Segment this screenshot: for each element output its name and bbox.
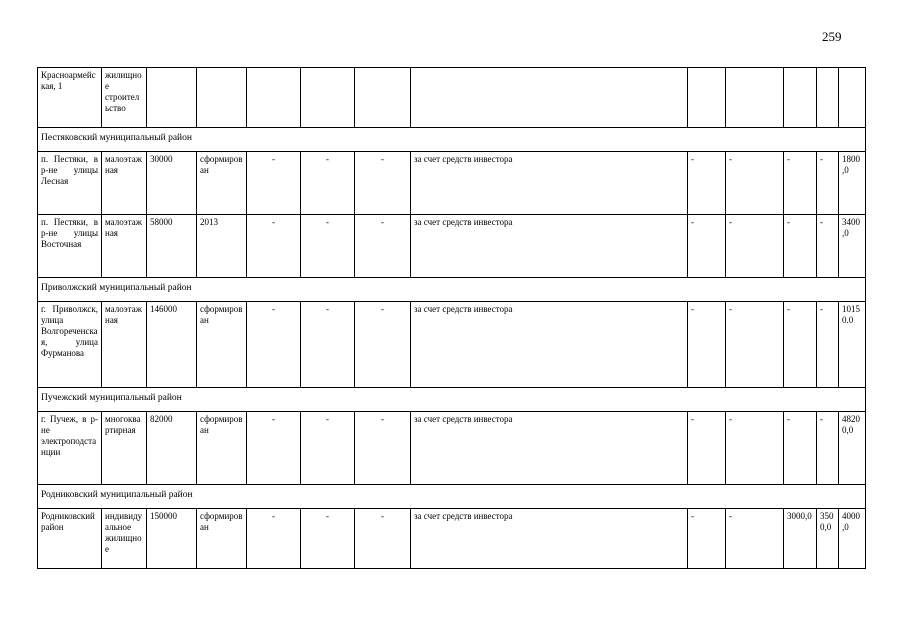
- status-cell: сформирован: [197, 509, 247, 569]
- area-cell: 146000: [147, 302, 197, 388]
- district-name: Родниковский муниципальный район: [38, 485, 866, 509]
- value-cell: -: [817, 215, 839, 278]
- location-cell: г. Приволжск, улица Волгореченская, улица Фурманова: [38, 302, 102, 388]
- value-cell: -: [817, 152, 839, 215]
- location-cell: п. Пестяки, в р-не улицы Лесная: [38, 152, 102, 215]
- type-cell: малоэтажная: [102, 152, 147, 215]
- value-cell: -: [784, 152, 817, 215]
- table-row: [38, 412, 866, 485]
- value-cell: -: [688, 302, 726, 388]
- value-cell: -: [301, 509, 355, 569]
- location-cell: п. Пестяки, в р-не улицы Восточная: [38, 215, 102, 278]
- funding-source-cell: за счет средств инвестора: [411, 509, 688, 569]
- value-cell: -: [247, 302, 301, 388]
- area-cell: 30000: [147, 152, 197, 215]
- district-name: Пестяковский муниципальный район: [38, 128, 866, 152]
- value-cell: -: [301, 152, 355, 215]
- district-name: Пучежский муниципальный район: [38, 388, 866, 412]
- value-cell: 3500,0: [817, 509, 839, 569]
- district-header-row: [38, 388, 866, 412]
- value-cell: -: [355, 215, 411, 278]
- value-cell: -: [817, 302, 839, 388]
- value-cell: -: [355, 302, 411, 388]
- value-cell: -: [301, 215, 355, 278]
- table-row: [38, 509, 866, 569]
- type-cell: многоквартирная: [102, 412, 147, 485]
- value-cell: -: [726, 412, 784, 485]
- status-cell: 2013: [197, 215, 247, 278]
- status-cell: сформирован: [197, 152, 247, 215]
- status-cell: сформирован: [197, 302, 247, 388]
- value-cell: -: [355, 509, 411, 569]
- value-cell: -: [247, 412, 301, 485]
- value-cell: -: [784, 215, 817, 278]
- value-cell: -: [784, 302, 817, 388]
- location-cell: г. Пучеж, в р-не электроподстанции: [38, 412, 102, 485]
- value-cell: 4000,0: [839, 509, 866, 569]
- housing-table: [37, 67, 866, 569]
- value-cell: -: [726, 215, 784, 278]
- value-cell: 3400,0: [839, 215, 866, 278]
- type-cell: малоэтажная: [102, 302, 147, 388]
- funding-source-cell: за счет средств инвестора: [411, 215, 688, 278]
- district-header-row: [38, 128, 866, 152]
- type-cell: индивидуальное жилищное: [102, 509, 147, 569]
- area-cell: 82000: [147, 412, 197, 485]
- value-cell: -: [817, 412, 839, 485]
- value-cell: -: [247, 215, 301, 278]
- area-cell: 150000: [147, 509, 197, 569]
- value-cell: -: [247, 509, 301, 569]
- value-cell: -: [301, 412, 355, 485]
- table-row: [38, 302, 866, 388]
- area-cell: 58000: [147, 215, 197, 278]
- status-cell: сформирован: [197, 412, 247, 485]
- value-cell: 3000,0: [784, 509, 817, 569]
- funding-source-cell: за счет средств инвестора: [411, 302, 688, 388]
- type-cell: малоэтажная: [102, 215, 147, 278]
- district-header-row: [38, 278, 866, 302]
- value-cell: -: [688, 412, 726, 485]
- value-cell: 10150.0: [839, 302, 866, 388]
- value-cell: -: [688, 152, 726, 215]
- funding-source-cell: за счет средств инвестора: [411, 412, 688, 485]
- value-cell: -: [688, 509, 726, 569]
- page-number: 259: [822, 29, 842, 44]
- value-cell: -: [726, 509, 784, 569]
- location-cell: Красноармейская, 1: [38, 68, 102, 128]
- value-cell: -: [301, 302, 355, 388]
- funding-source-cell: за счет средств инвестора: [411, 152, 688, 215]
- district-header-row: [38, 485, 866, 509]
- type-cell: жилищное строительство: [102, 68, 147, 128]
- table-row: [38, 215, 866, 278]
- value-cell: -: [726, 302, 784, 388]
- district-name: Приволжский муниципальный район: [38, 278, 866, 302]
- location-cell: Родниковский район: [38, 509, 102, 569]
- value-cell: -: [355, 412, 411, 485]
- value-cell: 48200,0: [839, 412, 866, 485]
- value-cell: 1800,0: [839, 152, 866, 215]
- value-cell: -: [688, 215, 726, 278]
- value-cell: -: [784, 412, 817, 485]
- table-row: [38, 68, 866, 128]
- value-cell: -: [247, 152, 301, 215]
- table-row: [38, 152, 866, 215]
- value-cell: -: [726, 152, 784, 215]
- value-cell: -: [355, 152, 411, 215]
